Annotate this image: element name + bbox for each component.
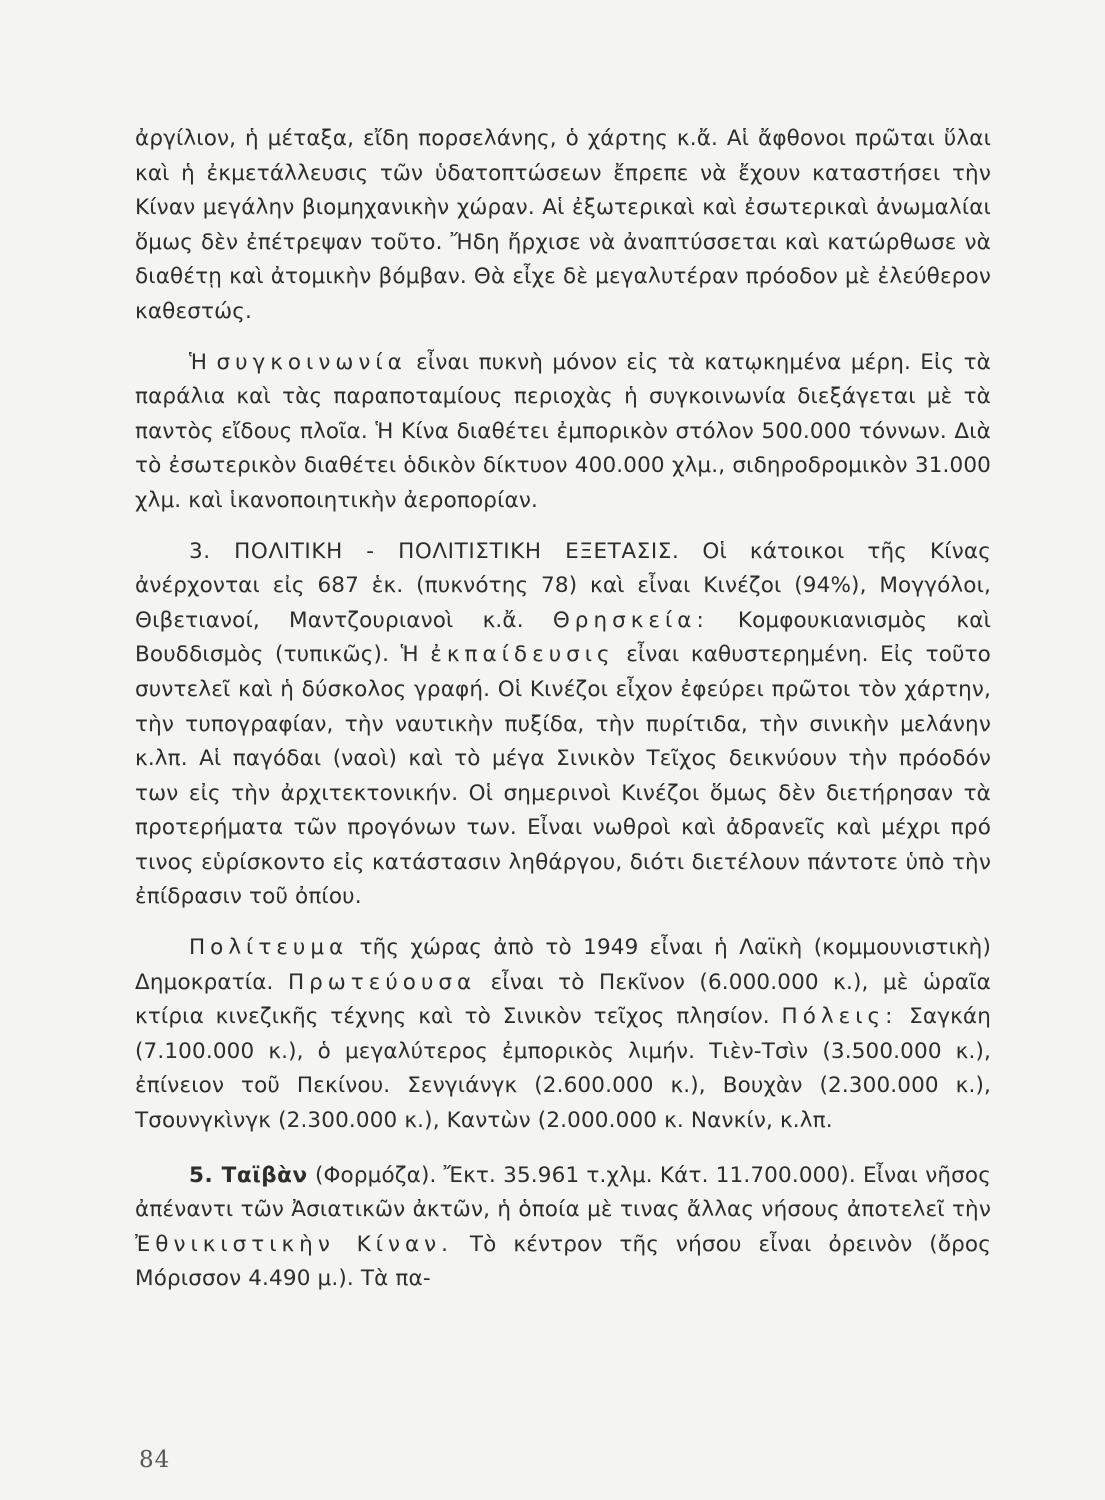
communications-text: εἶναι πυκνὴ μόνον εἰς τὰ κατῳκημένα μέρη. Εἰς τὰ παράλια καὶ τὰς παραποταμίους περιοχὰς ἡ συγκοινωνία διεξάγεται μὲ τὰ παντὸς εἴδους πλοῖα. Ἡ Κίνα διαθέτει ἐμπορικὸν στόλον 500.000 τόννων. Διὰ τὸ ἐσωτερικὸν διαθέτει ὁδικὸν δίκτυον 400.000 χλμ., σιδηροδρομικὸν 31.000 χλμ. καὶ ἱκανοποιητικὴν ἀεροπορίαν. bbox=[135, 349, 991, 513]
paragraph-polity bbox=[135, 931, 991, 1139]
nationalist-china-term: Ἐθνικιστικὴν Κίναν. bbox=[135, 1231, 453, 1257]
page-number: 84 bbox=[139, 1447, 171, 1473]
polity-term: Πολίτευμα bbox=[189, 935, 349, 961]
education-term: ἐκπαίδευσις bbox=[430, 642, 615, 668]
cities-term: Πόλεις: bbox=[781, 1004, 898, 1030]
industry-text: ἀργίλιον, ἡ μέταξα, εἴδη πορσελάνης, ὁ χάρτης κ.ἄ. Αἱ ἄφθονοι πρῶται ὕλαι καὶ ἡ ἐκμετάλλευσις τῶν ὑδατοπτώσεων ἔπρεπε νὰ ἔχουν καταστήσει τὴν Κίναν μεγάλην βιομηχανικὴν χώραν. Αἱ ἐξωτερικαὶ καὶ ἐσωτερικαὶ ἀνωμαλίαι ὅμως δὲν ἐπέτρεψαν τοῦτο. Ἤδη ἤρχισε νὰ ἀναπτύσσεται καὶ κατώρθωσε νὰ διαθέτῃ καὶ ἀτομικὴν βόμβαν. Θὰ εἶχε δὲ μεγαλυτέραν πρόοδον μὲ ἐλεύθερον καθεστώς. bbox=[135, 126, 991, 324]
population-text: Οἱ κάτοικοι τῆς Κίνας ἀνέρχονται εἰς 687 ἑκ. (πυκνότης 78) καὶ εἶναι Κινέζοι (94%), Μογγόλοι, Θιβετιανοί, Μαντζουριανοὶ κ.ἄ. bbox=[135, 538, 991, 633]
capital-text: εἶναι τὸ Πεκῖνον (6.000.000 κ.), μὲ ὡραῖα κτίρια κινεζικῆς τέχνης καὶ τὸ Σινικὸν τεῖχος πλησίον. bbox=[135, 969, 991, 1030]
body-text bbox=[135, 122, 991, 1297]
polity-text: τῆς χώρας ἀπὸ τὸ 1949 εἶναι ἡ Λαϊκὴ (κομμουνιστικὴ) Δημοκρατία. bbox=[135, 935, 991, 995]
communications-article: Ἡ bbox=[189, 349, 217, 375]
paragraph-communications bbox=[135, 346, 991, 519]
section-heading-political: 3. ΠΟΛΙΤΙΚΗ - ΠΟΛΙΤΙΣΤΙΚΗ ΕΞΕΤΑΣΙΣ. bbox=[189, 538, 680, 564]
religion-term: Θρησκεία: bbox=[552, 607, 709, 633]
section-title-taiwan: 5. Ταϊβὰν bbox=[189, 1162, 308, 1188]
taiwan-text-continued: Τὸ κέντρον τῆς νήσου εἶναι ὀρεινὸν (ὄρος Μόρισσον 4.490 μ.). Τὰ πα- bbox=[135, 1231, 991, 1292]
paragraph-industry bbox=[135, 122, 991, 330]
education-text: εἶναι καθυστερημένη. Εἰς τοῦτο συντελεῖ καὶ ἡ δύσκολος γραφή. Οἱ Κινέζοι εἶχον ἐφεύρει πρῶτοι τὸν χάρτην, τὴν τυπογραφίαν, τὴν ναυτικὴν πυξίδα, τὴν πυρίτιδα, τὴν σινικὴν μελάνην κ.λπ. Αἱ παγόδαι (ναοὶ) καὶ τὸ μέγα Σινικὸν Τεῖχος δεικνύουν τὴν πρόοδόν των εἰς τὴν ἀρχιτεκτονικήν. Οἱ σημερινοὶ Κινέζοι ὅμως δὲν διετήρησαν τὰ προτερήματα τῶν προγόνων των. Εἶναι νωθροὶ καὶ ἀδρανεῖς καὶ μέχρι πρό τινος εὑρίσκοντο εἰς κατάστασιν ληθάργου, διότι διετέλουν πάντοτε ὑπὸ τὴν ἐπίδρασιν τοῦ ὀπίου. bbox=[135, 642, 991, 910]
communications-term: συγκοινωνία bbox=[216, 349, 407, 375]
paragraph-political-cultural bbox=[135, 535, 991, 916]
capital-term: Πρωτεύουσα bbox=[287, 969, 477, 995]
religion-text: Κομφουκιανισμὸς καὶ Βουδδισμὸς (τυπικῶς). Ἡ bbox=[135, 607, 991, 668]
paragraph-taiwan bbox=[135, 1159, 991, 1297]
taiwan-text: (Φορμόζα). Ἔκτ. 35.961 τ.χλμ. Κάτ. 11.700.000). Εἶναι νῆσος ἀπέναντι τῶν Ἀσιατικῶν ἀκτῶν, ἡ ὁποία μὲ τινας ἄλλας νήσους ἀποτελεῖ τὴν bbox=[135, 1162, 991, 1223]
cities-text: Σαγκάη (7.100.000 κ.), ὁ μεγαλύτερος ἐμπορικὸς λιμήν. Τιὲν-Τσὶν (3.500.000 κ.), ἐπίνειον τοῦ Πεκίνου. Σενγιάνγκ (2.600.000 κ.), Βουχὰν (2.300.000 κ.), Τσουνγκὶνγκ (2.300.000 κ.), Καντὼν (2.000.000 κ. Νανκίν, κ.λπ. bbox=[135, 1004, 991, 1134]
